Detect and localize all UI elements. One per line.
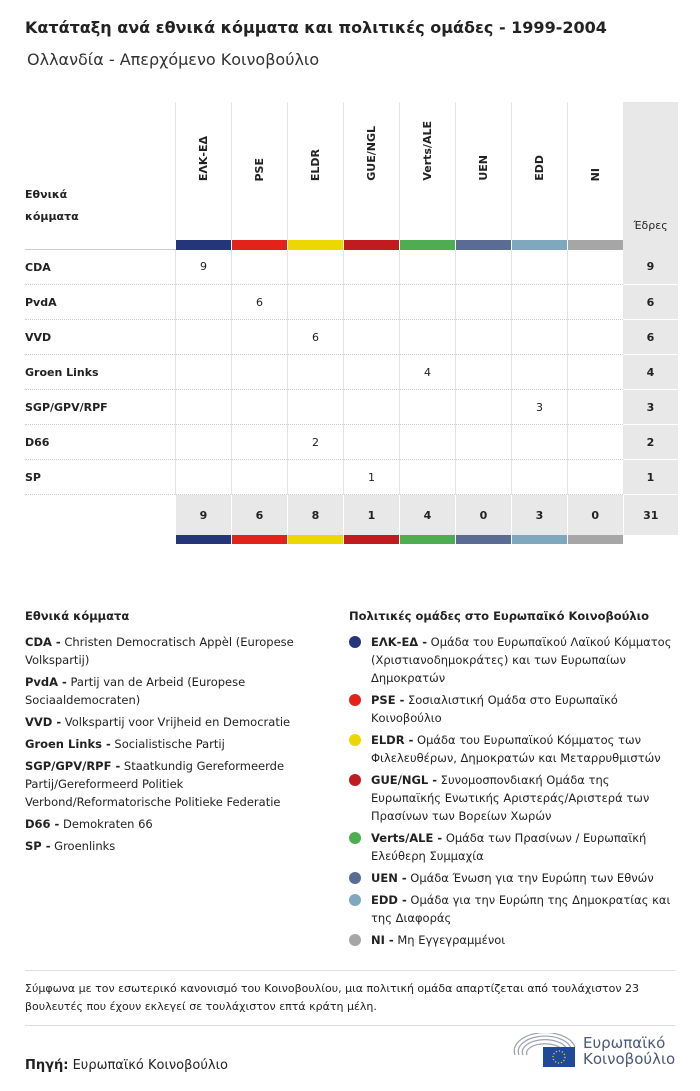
group-column-header <box>400 102 456 240</box>
seat-count <box>288 250 344 285</box>
seat-count <box>568 460 624 495</box>
table-row <box>25 425 678 460</box>
seat-count <box>288 390 344 425</box>
seat-count <box>344 355 400 390</box>
seat-count <box>400 320 456 355</box>
row-header-label: Εθνικά κόμματα <box>25 188 79 223</box>
group-color-swatch <box>456 240 512 250</box>
seat-count <box>456 285 512 320</box>
group-full-name: Σοσιαλιστική Ομάδα στο Ευρωπαϊκό Κοινοβούλιο <box>371 693 618 725</box>
group-full-name: Ομάδα Ένωση για την Ευρώπη των Εθνών <box>410 871 654 885</box>
seat-count <box>344 425 400 460</box>
group-color-dot-icon <box>349 734 361 746</box>
seat-count: 9 <box>176 250 232 285</box>
table-row <box>25 355 678 390</box>
source-label: Πηγή: <box>25 1058 69 1073</box>
group-color-swatch <box>176 535 232 544</box>
spacer <box>25 495 176 536</box>
totals-row <box>25 495 678 536</box>
group-full-name: Ομάδα του Ευρωπαϊκού Λαϊκού Κόμματος (Χριστιανοδημοκράτες) και των Ευρωπαίων Δημοκρατών <box>371 635 672 685</box>
seat-count: 4 <box>400 355 456 390</box>
spacer <box>25 535 176 544</box>
group-name: EDD <box>533 155 546 181</box>
seat-count: 1 <box>344 460 400 495</box>
seat-count <box>232 425 288 460</box>
seat-count <box>456 460 512 495</box>
group-total: 8 <box>288 495 344 536</box>
seat-count <box>176 285 232 320</box>
group-full-name: Ομάδα των Πρασίνων / Ευρωπαϊκή Ελεύθερη Συμμαχία <box>371 831 647 863</box>
seat-count <box>456 390 512 425</box>
seat-count <box>512 425 568 460</box>
group-color-dot-icon <box>349 832 361 844</box>
group-color-dot-icon <box>349 774 361 786</box>
party-abbr: CDA - <box>25 635 61 649</box>
legend-item <box>349 891 679 927</box>
group-color-dot-icon <box>349 872 361 884</box>
seat-count <box>456 425 512 460</box>
footnote: Σύμφωνα με τον εσωτερικό κανονισμό του Κοινοβουλίου, μια πολιτική ομάδα απαρτίζεται από τουλάχιστον 23 βουλευτές που έχουν εκλεγεί σε τουλάχιστον επτά κράτη μέλη. <box>25 970 675 1026</box>
logo-text-1: Ευρωπαϊκό <box>583 1034 666 1052</box>
legend-item <box>349 731 679 767</box>
seat-count <box>232 320 288 355</box>
party-abbr: SP - <box>25 839 51 853</box>
group-total: 1 <box>344 495 400 536</box>
source <box>25 1058 228 1073</box>
seat-count: 6 <box>288 320 344 355</box>
seat-count <box>232 250 288 285</box>
row-header <box>25 102 176 240</box>
spacer <box>25 240 176 250</box>
group-name: GUE/NGL <box>365 126 378 181</box>
group-column-header <box>456 102 512 240</box>
party-abbr: D66 - <box>25 817 60 831</box>
row-total: 4 <box>623 355 678 390</box>
table-row <box>25 460 678 495</box>
group-full-name: Ομάδα για την Ευρώπη της Δημοκρατίας και της Διαφοράς <box>371 893 671 925</box>
group-color-swatch <box>344 535 400 544</box>
group-name: ΕΛΚ-ΕΔ <box>197 135 210 181</box>
row-total: 3 <box>623 390 678 425</box>
party-name: SP <box>25 460 176 495</box>
seat-count <box>344 285 400 320</box>
seat-count <box>400 460 456 495</box>
group-color-swatch <box>344 240 400 250</box>
seat-count <box>456 355 512 390</box>
group-name: NI <box>589 167 602 181</box>
seat-count <box>232 460 288 495</box>
party-full-name: Groenlinks <box>54 839 116 853</box>
seat-count <box>232 390 288 425</box>
seat-count <box>512 355 568 390</box>
party-abbr: Groen Links - <box>25 737 111 751</box>
seat-count <box>568 390 624 425</box>
group-abbr: ΕΛΚ-ΕΔ - <box>371 635 427 649</box>
group-abbr: EDD - <box>371 893 407 907</box>
seat-count <box>400 285 456 320</box>
group-column-header <box>568 102 624 240</box>
page-subtitle: Ολλανδία - Απερχόμενο Κοινοβούλιο <box>27 50 320 69</box>
seat-count <box>176 390 232 425</box>
party-abbr: PvdA - <box>25 675 67 689</box>
group-full-name: Ομάδα του Ευρωπαϊκού Κόμματος των Φιλελευθέρων, Δημοκρατών και Μεταρρυθμιστών <box>371 733 661 765</box>
group-name: ELDR <box>309 148 322 181</box>
legend-item <box>25 713 325 731</box>
table-row <box>25 320 678 355</box>
party-name: CDA <box>25 250 176 285</box>
group-color-dot-icon <box>349 636 361 648</box>
color-bar-row <box>25 240 678 250</box>
party-full-name: Volkspartij voor Vrijheid en Democratie <box>64 715 291 729</box>
row-total: 1 <box>623 460 678 495</box>
group-abbr: GUE/NGL - <box>371 773 438 787</box>
seat-count <box>512 320 568 355</box>
parliament-hemicycle-icon <box>513 1033 577 1069</box>
party-abbr: SGP/GPV/RPF - <box>25 759 121 773</box>
party-full-name: Christen Democratisch Appèl (Europese Volkspartij) <box>25 635 294 667</box>
group-color-swatch <box>512 240 568 250</box>
group-color-swatch <box>232 240 288 250</box>
seat-count <box>512 460 568 495</box>
group-column-header <box>288 102 344 240</box>
seat-count <box>568 425 624 460</box>
seat-count <box>512 285 568 320</box>
group-color-dot-icon <box>349 894 361 906</box>
seat-count <box>400 390 456 425</box>
seat-count <box>568 355 624 390</box>
legend-item <box>25 815 325 833</box>
seat-count <box>344 390 400 425</box>
group-abbr: NI - <box>371 933 394 947</box>
row-total: 9 <box>623 250 678 285</box>
party-name: PvdA <box>25 285 176 320</box>
group-color-swatch <box>400 240 456 250</box>
seat-count <box>344 250 400 285</box>
legend-item <box>25 757 325 811</box>
group-abbr: Verts/ALE - <box>371 831 443 845</box>
seat-count <box>568 285 624 320</box>
party-full-name: Socialistische Partij <box>114 737 225 751</box>
seat-count <box>232 355 288 390</box>
party-full-name: Partij van de Arbeid (Europese Sociaaldemocraten) <box>25 675 246 707</box>
seat-count <box>568 250 624 285</box>
group-color-swatch <box>400 535 456 544</box>
seat-count <box>456 320 512 355</box>
party-name: D66 <box>25 425 176 460</box>
group-total: 0 <box>456 495 512 536</box>
legend-item <box>25 735 325 753</box>
group-total: 6 <box>232 495 288 536</box>
seat-count <box>456 250 512 285</box>
party-name: Groen Links <box>25 355 176 390</box>
source-text: Ευρωπαϊκό Κοινοβούλιο <box>72 1058 228 1073</box>
group-color-dot-icon <box>349 934 361 946</box>
legend-item <box>349 931 679 949</box>
legend-item <box>25 837 325 855</box>
group-total: 9 <box>176 495 232 536</box>
legend-item <box>349 869 679 887</box>
seat-count: 6 <box>232 285 288 320</box>
seat-count <box>176 320 232 355</box>
legend-item <box>25 673 325 709</box>
total-header-label: Έδρες <box>633 219 668 232</box>
table-row <box>25 285 678 320</box>
seat-count <box>512 250 568 285</box>
seat-count <box>400 250 456 285</box>
total-header <box>623 102 678 240</box>
seat-count: 2 <box>288 425 344 460</box>
group-total: 3 <box>512 495 568 536</box>
party-abbr: VVD - <box>25 715 62 729</box>
group-total: 0 <box>568 495 624 536</box>
party-name: SGP/GPV/RPF <box>25 390 176 425</box>
color-bar-row <box>25 535 678 544</box>
group-abbr: ELDR - <box>371 733 414 747</box>
group-color-swatch <box>288 240 344 250</box>
group-column-header <box>344 102 400 240</box>
grand-total: 31 <box>623 495 678 536</box>
seat-count <box>176 425 232 460</box>
row-total: 6 <box>623 320 678 355</box>
party-full-name: Staatkundig Gereformeerde Partij/Gereformeerd Politiek Verbond/Reformatorische Politieke Federatie <box>25 759 285 809</box>
group-name: UEN <box>477 155 490 181</box>
group-color-swatch <box>176 240 232 250</box>
group-color-swatch <box>232 535 288 544</box>
legend-item <box>349 771 679 825</box>
seat-count <box>288 285 344 320</box>
legend-item <box>349 633 679 687</box>
group-full-name: Μη Εγγεγραμμένοι <box>397 933 506 947</box>
ep-logo <box>513 1033 675 1069</box>
party-name: VVD <box>25 320 176 355</box>
seat-count <box>176 355 232 390</box>
group-full-name: Συνομοσπονδιακή Ομάδα της Ευρωπαϊκής Ενωτικής Αριστεράς/Αριστερά των Πρασίνων των Βορείων Χωρών <box>371 773 650 823</box>
seat-count <box>568 320 624 355</box>
page-title: Κατάταξη ανά εθνικά κόμματα και πολιτικές ομάδες - 1999-2004 <box>25 18 607 37</box>
seat-count <box>288 355 344 390</box>
group-column-header <box>176 102 232 240</box>
legend-item <box>25 633 325 669</box>
seats-table <box>25 102 678 544</box>
seat-count <box>288 460 344 495</box>
group-color-swatch <box>568 240 624 250</box>
logo-text-2: Κοινοβούλιο <box>583 1050 676 1068</box>
group-abbr: UEN - <box>371 871 407 885</box>
group-color-swatch <box>568 535 624 544</box>
seat-count <box>176 460 232 495</box>
table-row <box>25 250 678 285</box>
political-groups-legend <box>349 607 679 953</box>
legend-item <box>349 691 679 727</box>
seat-count <box>344 320 400 355</box>
table-row <box>25 390 678 425</box>
group-name: PSE <box>253 157 266 181</box>
group-total: 4 <box>400 495 456 536</box>
party-full-name: Demokraten 66 <box>62 817 153 831</box>
spacer <box>623 240 678 250</box>
row-total: 2 <box>623 425 678 460</box>
legend-title: Πολιτικές ομάδες στο Ευρωπαϊκό Κοινοβούλιο <box>349 609 650 623</box>
legend-title: Εθνικά κόμματα <box>25 609 130 623</box>
seat-count <box>400 425 456 460</box>
national-parties-legend <box>25 607 325 859</box>
group-color-swatch <box>512 535 568 544</box>
seat-count: 3 <box>512 390 568 425</box>
spacer <box>623 535 678 544</box>
group-color-dot-icon <box>349 694 361 706</box>
group-color-swatch <box>456 535 512 544</box>
group-name: Verts/ALE <box>421 121 434 181</box>
legend-item <box>349 829 679 865</box>
group-column-header <box>512 102 568 240</box>
row-total: 6 <box>623 285 678 320</box>
group-abbr: PSE - <box>371 693 405 707</box>
group-color-swatch <box>288 535 344 544</box>
group-column-header <box>232 102 288 240</box>
